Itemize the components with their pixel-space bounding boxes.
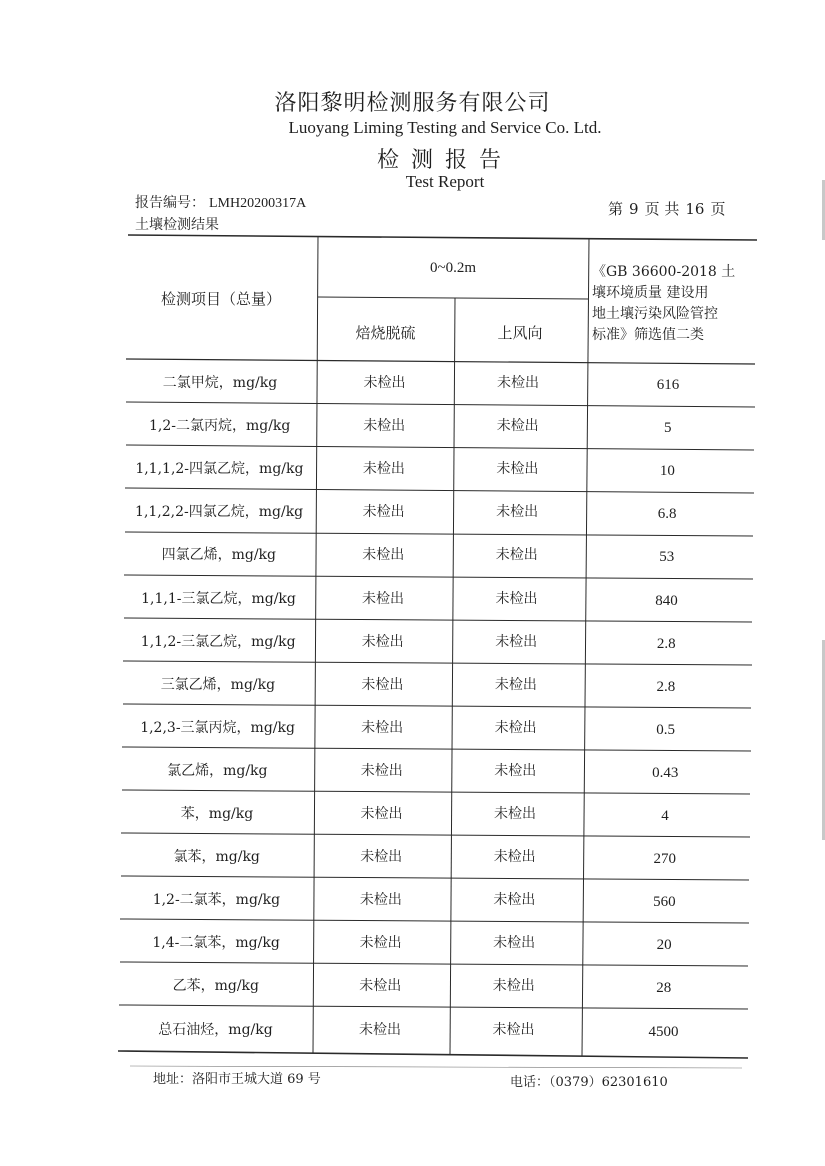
cell-test-item: 氯乙烯，mg/kg (167, 762, 268, 779)
cell-test-item: 二氯甲烷，mg/kg (162, 375, 278, 391)
cell-test-item: 1,1,1-三氯乙烷，mg/kg (141, 590, 296, 607)
cell-test-item: 三氯乙烯，mg/kg (160, 676, 276, 693)
footer-phone: 电话：（0379）62301610 (510, 1075, 668, 1090)
header-standard (592, 262, 748, 346)
cell-result-2: 未检出 (493, 935, 536, 952)
cell-result-2: 未检出 (494, 762, 537, 779)
cell-standard-value: 560 (653, 894, 676, 911)
cell-result-1: 未检出 (361, 633, 404, 650)
cell-test-item: 氯苯，mg/kg (173, 849, 260, 866)
cell-test-item: 总石油烃，mg/kg (158, 1021, 273, 1038)
cell-result-1: 未检出 (362, 547, 405, 564)
cell-result-2: 未检出 (496, 461, 539, 478)
report-number (135, 192, 306, 212)
cell-test-item: 1,4-二氯苯，mg/kg (152, 935, 280, 952)
cell-result-1: 未检出 (363, 418, 406, 435)
page-prefix: 第 (608, 200, 624, 218)
report-title-cn: 检测报告 (376, 148, 513, 173)
cell-standard-value: 2.8 (656, 635, 676, 652)
cell-standard-value: 10 (659, 463, 675, 480)
header-sample-2: 上风向 (497, 324, 543, 342)
cell-test-item: 四氯乙烯，mg/kg (161, 547, 276, 564)
cell-standard-value: 2.8 (656, 678, 676, 695)
cell-result-2: 未检出 (495, 590, 538, 607)
header-standard-line: 地土壤污染风险管控 (592, 306, 718, 322)
cell-result-2: 未检出 (492, 978, 535, 995)
cell-result-1: 未检出 (359, 978, 402, 995)
report-title-en: Test Report (405, 172, 485, 191)
cell-test-item: 苯，mg/kg (180, 806, 254, 822)
cell-result-1: 未检出 (361, 719, 404, 736)
cell-test-item: 1,1,2,2-四氯乙烷，mg/kg (135, 504, 304, 521)
cell-result-1: 未检出 (360, 849, 403, 866)
cell-test-item: 乙苯，mg/kg (172, 978, 259, 995)
cell-standard-value: 53 (659, 549, 675, 566)
section-title: 土壤检测结果 (135, 217, 219, 233)
cell-result-2: 未检出 (492, 1021, 535, 1038)
cell-result-2: 未检出 (497, 375, 539, 391)
cell-standard-value: 270 (653, 851, 676, 868)
header-standard-line: 《GB 36600-2018 土 (592, 264, 736, 280)
page-total: 16 (685, 200, 705, 218)
cell-standard-value: 840 (655, 592, 678, 609)
cell-test-item: 1,1,1,2-四氯乙烷，mg/kg (135, 461, 304, 478)
cell-test-item: 1,2-二氯苯，mg/kg (152, 892, 281, 909)
company-name-en: Luoyang Liming Testing and Service Co. Ltd. (288, 118, 602, 137)
cell-standard-value: 616 (656, 377, 680, 393)
cell-result-1: 未检出 (363, 375, 406, 391)
header-standard-line: 标准》筛选值二类 (592, 327, 704, 343)
page-suffix: 页 (710, 200, 726, 218)
cell-result-2: 未检出 (494, 806, 536, 822)
cell-standard-value: 20 (656, 937, 672, 954)
cell-result-2: 未检出 (496, 418, 539, 435)
cell-result-2: 未检出 (495, 547, 538, 564)
cell-result-1: 未检出 (359, 1021, 401, 1038)
cell-result-2: 未检出 (493, 892, 536, 909)
cell-result-2: 未检出 (496, 504, 539, 521)
cell-test-item: 1,1,2-三氯乙烷，mg/kg (140, 633, 296, 650)
cell-result-2: 未检出 (495, 633, 538, 650)
cell-standard-value: 4500 (648, 1023, 679, 1040)
report-number-label: 报告编号： (135, 195, 205, 211)
header-sample-1: 焙烧脱硫 (355, 324, 416, 342)
cell-test-item: 1,2,3-三氯丙烷，mg/kg (140, 719, 295, 736)
cell-result-1: 未检出 (361, 676, 404, 693)
cell-result-2: 未检出 (493, 849, 536, 866)
cell-result-2: 未检出 (494, 676, 537, 693)
cell-result-1: 未检出 (359, 935, 402, 952)
header-test-item: 检测项目（总量） (160, 290, 281, 308)
report-number-value: LMH20200317A (209, 196, 307, 211)
cell-result-1: 未检出 (362, 590, 404, 607)
cell-standard-value: 6.8 (657, 506, 677, 523)
footer-address: 地址：洛阳市王城大道 69 号 (153, 1072, 321, 1087)
cell-result-1: 未检出 (359, 892, 402, 909)
company-name-cn: 洛阳黎明检测服务有限公司 (274, 91, 551, 116)
cell-standard-value: 4 (661, 808, 669, 824)
cell-test-item: 1,2-二氯丙烷，mg/kg (148, 418, 291, 435)
page-indicator (608, 198, 731, 219)
cell-standard-value: 0.43 (652, 764, 679, 781)
cell-result-1: 未检出 (362, 504, 405, 521)
cell-standard-value: 0.5 (656, 721, 675, 738)
page-mid: 页 共 (644, 200, 680, 218)
cell-standard-value: 5 (663, 420, 672, 437)
header-standard-line: 壤环境质量 建设用 (592, 285, 709, 301)
cell-result-2: 未检出 (494, 719, 537, 736)
cell-result-1: 未检出 (360, 762, 403, 779)
cell-standard-value: 28 (656, 980, 672, 997)
cell-result-1: 未检出 (360, 806, 403, 822)
page-current: 9 (629, 200, 639, 218)
header-depth: 0~0.2m (429, 260, 477, 276)
cell-result-1: 未检出 (362, 461, 405, 478)
